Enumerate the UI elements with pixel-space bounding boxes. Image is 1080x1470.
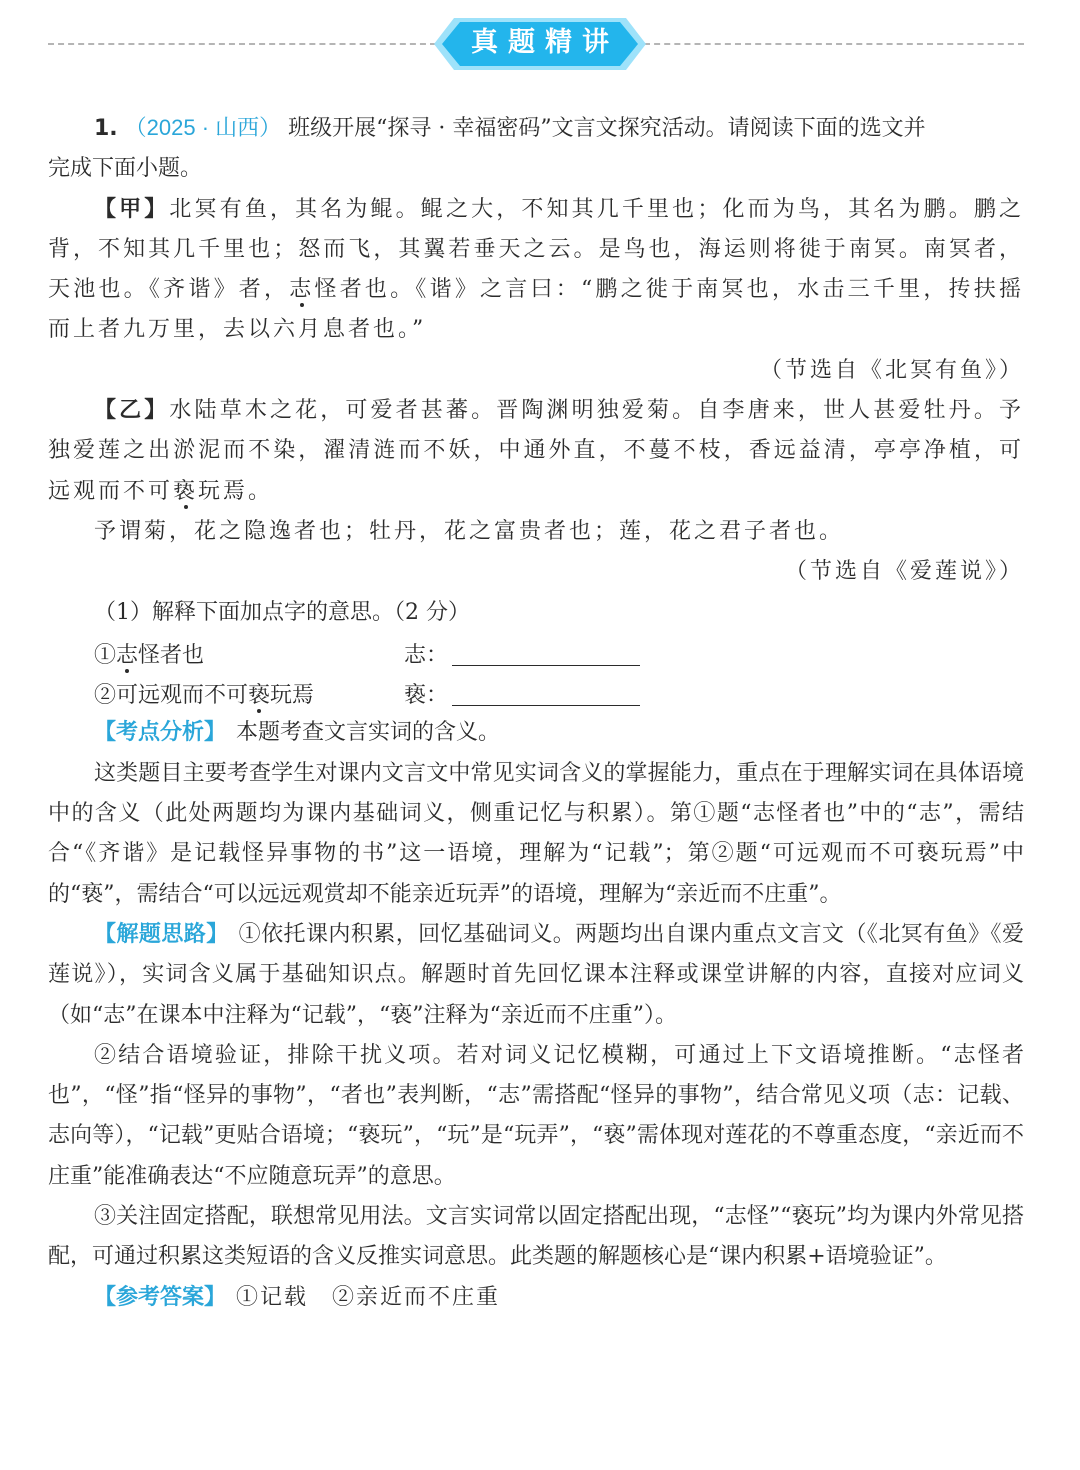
analysis-lead: 本题考查文言实词的含义。 [236,720,501,746]
subquestion-item-1-text [48,638,404,669]
header-divider-left [48,43,436,45]
item-2-suffix: 玩焉 [270,682,315,708]
passage-jia-dotted-char: 志 [289,277,315,303]
passage-yi-label: 【乙】 [94,398,170,424]
item-1-suffix: 怪者也 [138,642,205,668]
passage-yi-text-1: 水陆草木之花，可爱者甚蕃。晋陶渊明独爱菊。自李唐来，世人甚爱牡丹。予独爱莲之出淤泥而不染，濯清涟而不妖，中通外直，不蔓不枝，香远益清，亭亭净植，可远观而不可 [48,398,1024,504]
analysis-body: 这类题目主要考查学生对课内文言文中常见实词含义的掌握能力，重点在于理解实词在具体语境中的含义（此处两题均为课内基础词义，侧重记忆与积累）。第①题“志怪者也”中的“志”，需结合“《齐谐》是记载怪异事物的书”这一语境，理解为“记载”；第②题“可远观而不可亵玩焉”中的“亵”，需结合“可以远远观赏却不能亲近玩弄”的语境，理解为“亲近而不庄重”。 [48,760,1024,907]
subquestion-item-2 [48,673,1024,713]
analysis-tag: 【考点分析】 [94,720,227,746]
question-prompt [48,108,1024,149]
subquestion-item-2-text [48,678,404,709]
item-2-dotted-char: 亵 [248,682,271,708]
subquestion-item-1 [48,633,1024,673]
item-1-prefix: ① [94,642,117,668]
passage-yi-source: （节选自《爱莲说》） [784,559,1024,585]
item-2-prefix: ②可远观而不可 [94,682,249,708]
document-body [48,108,1024,1318]
approach-section [48,915,1024,1036]
passage-yi-text-2: 玩焉。 [198,478,274,504]
approach-step-2: ②结合语境验证，排除干扰义项。若对词义记忆模糊，可通过上下文语境推断。“志怪者也”，“怪”指“怪异的事物”，“者也”表判断，“志”需搭配“怪异的事物”，结合常见义项（志：记载、志向等），“记载”更贴合语境；“亵玩”，“玩”是“玩弄”，“亵”需体现对莲花的不尊重态度，“亲近而不庄重”能准确表达“不应随意玩弄”的意思。 [48,1042,1024,1189]
section-header [0,16,1080,72]
passage-jia-text-2: 怪者也。《谐》之言曰：“鹏之徙于南冥也，水击三千里，抟扶摇而上者九万里，去以六月息者也。” [48,277,1024,343]
section-badge-label: 真题精讲 [471,27,619,58]
passage-jia-text-1: 北冥有鱼，其名为鲲。鲲之大，不知其几千里也；化而为鸟，其名为鹏。鹏之背，不知其几千里也；怒而飞，其翼若垂天之云。是鸟也，海运则将徙于南冥。南冥者，天池也。《齐谐》者， [48,196,1024,303]
answer-section [48,1278,1024,1318]
approach-step-3: ③关注固定搭配，联想常见用法。文言实词常以固定搭配出现，“志怪”“亵玩”均为课内外常见搭配，可通过积累这类短语的含义反推实词意思。此类题的解题核心是“课内积累+语境验证”。 [48,1204,1024,1270]
passage-yi [48,391,1024,512]
answer-text: ①记载 ②亲近而不庄重 [236,1284,501,1310]
question-number: 1. [94,116,118,141]
question-source: （2025 · 山西） [124,115,282,140]
section-badge [432,16,648,72]
passage-yi-line2: 予谓菊，花之隐逸者也；牡丹，花之富贵者也；莲，花之君子者也。 [94,518,845,544]
analysis-section [48,713,1024,753]
passage-jia-label: 【甲】 [94,196,170,222]
item-1-dotted-char: 志 [116,642,139,668]
approach-tag: 【解题思路】 [94,921,229,947]
passage-yi-dotted-char: 亵 [173,478,199,504]
header-divider-right [644,43,1024,45]
question-prompt-cont: 完成下面小题。 [48,156,203,182]
subquestion-item-2-label: 亵： [404,682,449,708]
subquestion-item-1-label: 志： [404,642,449,668]
passage-jia [48,190,1024,351]
question-prompt-text: 班级开展“探寻 · 幸福密码”文言文探究活动。请阅读下面的选文并 [288,116,926,141]
answer-blank-2[interactable] [452,681,640,706]
answer-blank-1[interactable] [452,641,640,666]
subquestion-title: （1）解释下面加点字的意思。（2 分） [94,599,470,625]
passage-jia-source: （节选自《北冥有鱼》） [759,357,1024,383]
answer-tag: 【参考答案】 [94,1284,227,1310]
approach-step-1: ①依托课内积累，回忆基础词义。两题均出自课内重点文言文（《北冥有鱼》《爱莲说》），实词含义属于基础知识点。解题时首先回忆课本注释或课堂讲解的内容，直接对应词义（如“志”在课本中注释为“记载”，“亵”注释为“亲近而不庄重”）。 [48,921,1024,1028]
